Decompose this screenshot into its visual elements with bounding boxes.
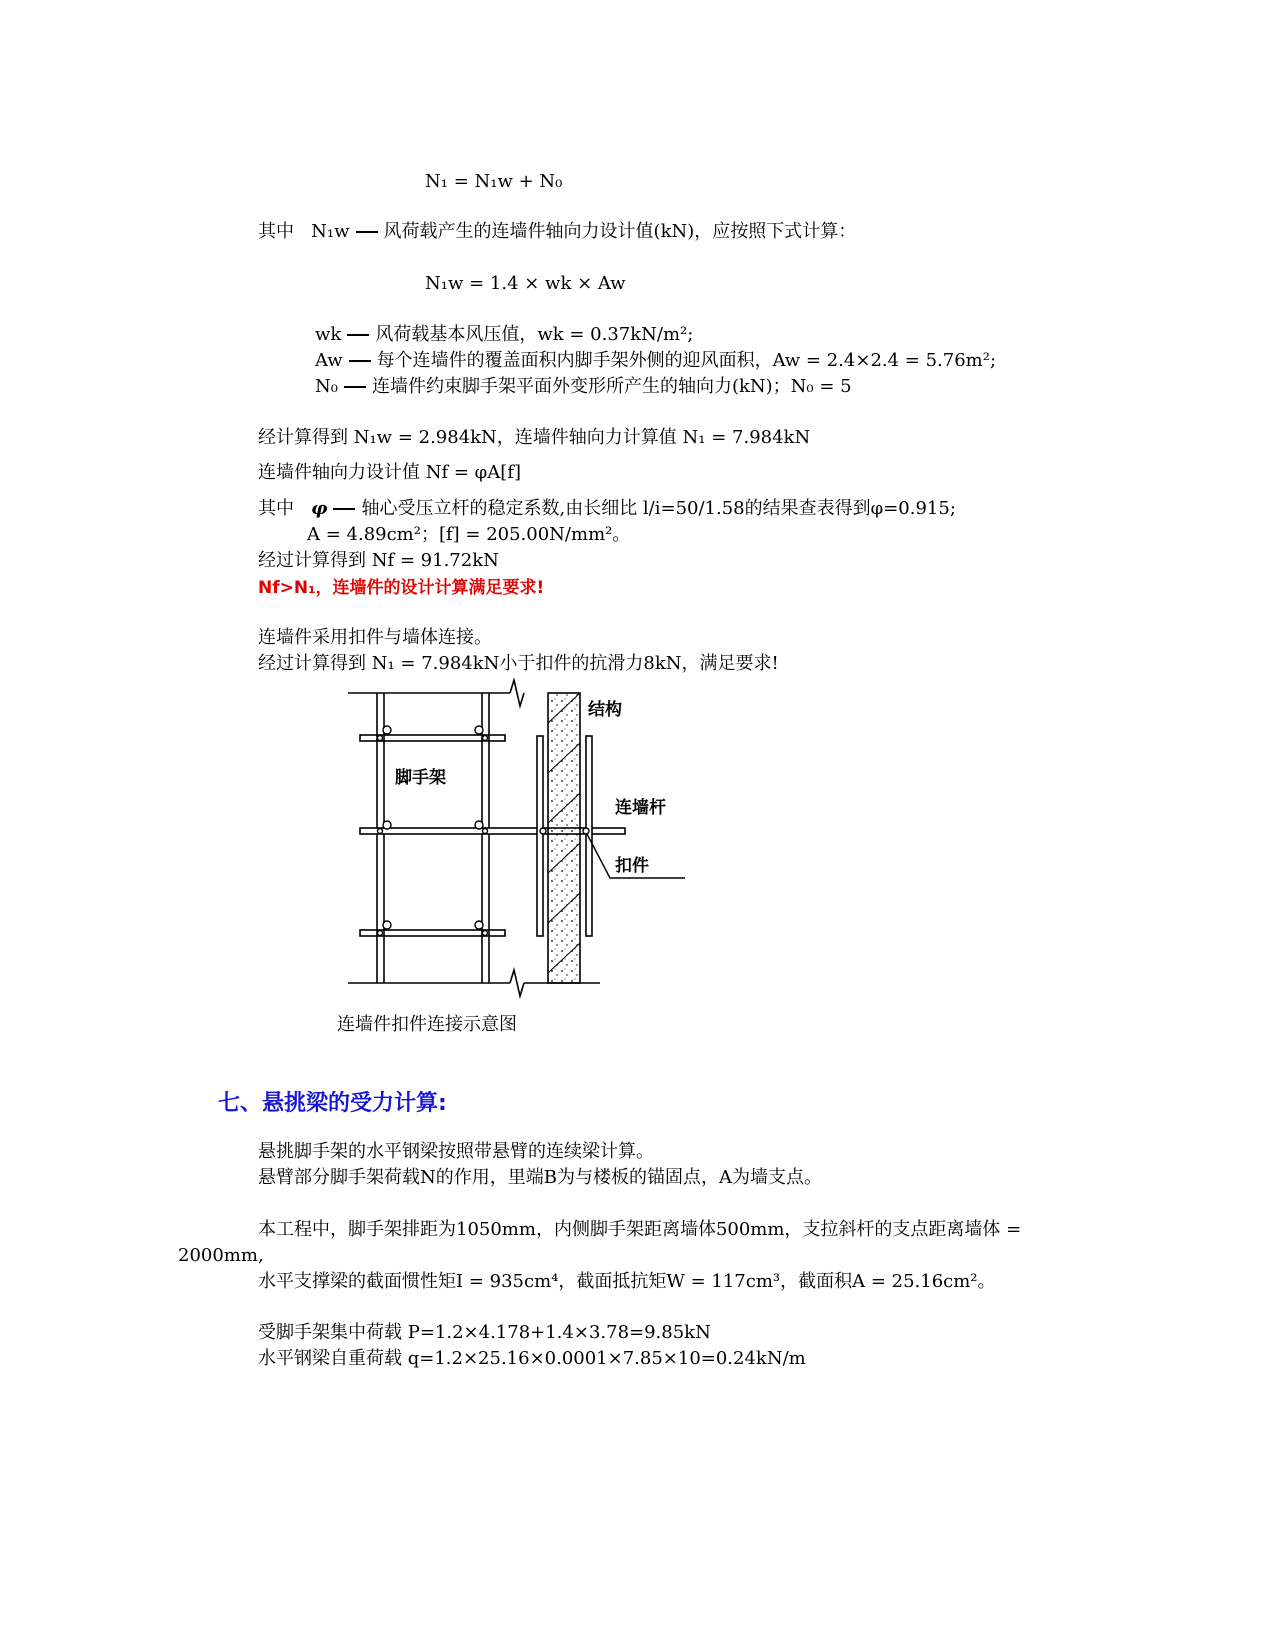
s7-load-q: 水平钢梁自重荷载 q=1.2×25.16×0.0001×7.85×10=0.24kN/m <box>258 1348 806 1369</box>
figure-caption: 连墙件扣件连接示意图 <box>337 1014 517 1035</box>
where-phi <box>258 497 956 521</box>
dash <box>347 334 369 336</box>
def-symbol: wk <box>315 324 342 345</box>
label-fastener: 扣件 <box>615 856 649 876</box>
def-aw <box>315 349 996 373</box>
break-line-top <box>348 680 524 706</box>
dash <box>333 508 355 510</box>
def-symbol: Aw <box>315 350 343 371</box>
calc-line-1: 经计算得到 N₁w = 2.984kN，连墙件轴向力计算值 N₁ = 7.984kN <box>258 427 811 448</box>
formula-n1w: N₁w = 1.4 × wk × Aw <box>425 273 626 294</box>
def-desc: 风荷载基本风压值，wk = 0.37kN/m²; <box>375 324 694 345</box>
scaffold-ledgers <box>360 735 505 936</box>
where-prefix: 其中 <box>258 221 294 242</box>
label-structure: 结构 <box>588 700 622 720</box>
area-strength: A = 4.89cm²；[f] = 205.00N/mm²。 <box>307 524 631 545</box>
label-scaffold: 脚手架 <box>395 768 446 788</box>
where-n1w <box>258 220 856 244</box>
def-n0 <box>315 375 852 399</box>
para-connection: 连墙件采用扣件与墙体连接。 <box>258 627 492 648</box>
dash <box>344 386 366 388</box>
calc-line-3: 经过计算得到 Nf = 91.72kN <box>258 550 499 571</box>
s7-para-b: 2000mm, <box>178 1245 264 1266</box>
conclusion-ok: Nf>N₁，连墙件的设计计算满足要求! <box>258 578 545 598</box>
section-heading: 七、悬挑梁的受力计算: <box>218 1091 447 1116</box>
def-wk <box>315 323 693 347</box>
formula-n1: N₁ = N₁w + N₀ <box>425 171 563 192</box>
where-prefix: 其中 <box>258 498 294 519</box>
para-antislip: 经过计算得到 N₁ = 7.984kN小于扣件的抗滑力8kN，满足要求! <box>258 653 779 674</box>
dash <box>356 231 378 233</box>
def-desc: 每个连墙件的覆盖面积内脚手架外侧的迎风面积，Aw = 2.4×2.4 = 5.76m²; <box>376 350 997 371</box>
tie-connection-diagram <box>330 678 710 1008</box>
where-desc: 风荷载产生的连墙件轴向力设计值(kN)，应按照下式计算： <box>383 221 857 242</box>
def-desc: 连墙件约束脚手架平面外变形所产生的轴向力(kN)；N₀ = 5 <box>371 376 852 397</box>
def-symbol: N₀ <box>315 376 338 397</box>
s7-load-p: 受脚手架集中荷载 P=1.2×4.178+1.4×3.78=9.85kN <box>258 1322 711 1343</box>
structure-wall <box>548 693 580 983</box>
where-desc: 轴心受压立杆的稳定系数,由长细比 l/i=50/1.58的结果查表得到φ=0.915; <box>361 498 956 519</box>
where-symbol: N₁w <box>311 221 350 242</box>
phi-symbol: φ <box>311 498 328 519</box>
dash <box>349 360 371 362</box>
label-tie-rod: 连墙杆 <box>615 798 666 818</box>
calc-line-2: 连墙件轴向力设计值 Nf = φA[f] <box>258 462 521 483</box>
s7-para-a: 本工程中，脚手架排距为1050mm，内侧脚手架距离墙体500mm，支拉斜杆的支点距离墙体 = <box>258 1219 1022 1240</box>
s7-line-2: 悬臂部分脚手架荷载N的作用，里端B为与楼板的锚固点，A为墙支点。 <box>258 1167 822 1188</box>
s7-line-1: 悬挑脚手架的水平钢梁按照带悬臂的连续梁计算。 <box>258 1141 654 1162</box>
scaffold-posts <box>377 693 489 983</box>
s7-para-c: 水平支撑梁的截面惯性矩I = 935cm⁴，截面抵抗矩W = 117cm³，截面积A = 25.16cm²。 <box>258 1271 996 1292</box>
